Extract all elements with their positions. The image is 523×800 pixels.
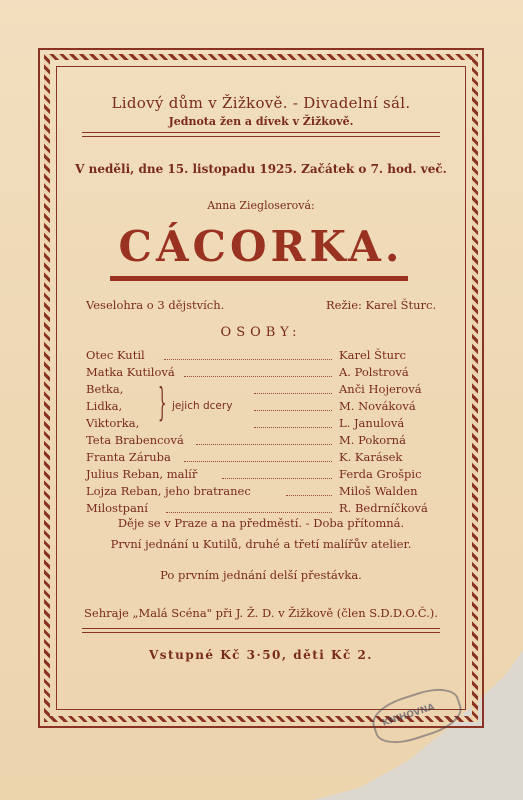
genre-line: Veselohra o 3 dějstvích. <box>86 298 225 312</box>
cast-row <box>86 382 436 399</box>
cast-actor: L. Janulová <box>339 416 405 430</box>
venue-line: Lidový dům v Žižkově. - Divadelní sál. <box>111 94 411 112</box>
cast-role: Betka, <box>86 382 124 396</box>
date-line: V neděli, dne 15. listopadu 1925. Začátek o 7. hod. več. <box>75 162 447 176</box>
leader-dots <box>184 461 332 462</box>
director-line: Režie: Karel Šturc. <box>326 298 437 312</box>
cast-row <box>86 348 436 365</box>
cast-role: Viktorka, <box>86 416 140 430</box>
cast-row <box>86 467 436 484</box>
cast-role: Franta Záruba <box>86 450 171 464</box>
cast-row <box>86 484 436 501</box>
cast-actor: A. Polstrová <box>339 365 409 379</box>
performers-line: Sehraje „Malá Scéna" při J. Ž. D. v Žižkově (člen S.D.D.O.Č.). <box>84 606 438 620</box>
daughters-brace: } <box>158 380 167 424</box>
leader-dots <box>184 376 332 377</box>
cast-row <box>86 416 436 433</box>
cast-role: Milostpaní <box>86 501 148 515</box>
leader-dots <box>254 410 332 411</box>
title-underline <box>110 276 408 281</box>
cast-actor: M. Nováková <box>339 399 416 413</box>
cast-heading: OSOBY: <box>220 325 302 340</box>
cast-role: Julius Reban, malíř <box>86 467 198 481</box>
header-rule-top <box>82 132 440 133</box>
cast-actor: Anči Hojerová <box>339 382 422 396</box>
cast-actor: Ferda Grošpic <box>339 467 422 481</box>
intermission-note: Po prvním jednání delší přestávka. <box>160 568 362 582</box>
author-line: Anna Ziegloserová: <box>207 199 315 212</box>
cast-actor: R. Bedrníčková <box>339 501 428 515</box>
leader-dots <box>164 359 332 360</box>
leader-dots <box>196 444 332 445</box>
cast-actor: M. Pokorná <box>339 433 406 447</box>
footer-rule-bottom <box>82 632 440 633</box>
cast-row <box>86 399 436 416</box>
organizer-line: Jednota žen a dívek v Žižkově. <box>168 115 354 128</box>
leader-dots <box>166 512 332 513</box>
header-rule-bottom <box>82 136 440 137</box>
cast-row <box>86 450 436 467</box>
admission-line: Vstupné Kč 3·50, děti Kč 2. <box>148 648 373 662</box>
cast-row <box>86 365 436 382</box>
leader-dots <box>222 478 332 479</box>
leader-dots <box>254 427 332 428</box>
cast-role: Matka Kutilová <box>86 365 175 379</box>
cast-role: Lidka, <box>86 399 123 413</box>
cast-row <box>86 433 436 450</box>
cast-role: Teta Brabencová <box>86 433 184 447</box>
acts-note: První jednání u Kutilů, druhé a třetí malířův atelier. <box>110 537 412 551</box>
setting-line: Děje se v Praze a na předměstí. - Doba přítomná. <box>117 516 405 530</box>
cast-role: Lojza Reban, jeho bratranec <box>86 484 251 498</box>
footer-rule-top <box>82 628 440 629</box>
daughters-note: jejich dcery <box>172 400 233 412</box>
leader-dots <box>254 393 332 394</box>
cast-actor: K. Karásek <box>339 450 403 464</box>
cast-actor: Miloš Walden <box>339 484 418 498</box>
play-title: CÁCORKA. <box>118 222 404 271</box>
cast-role: Otec Kutil <box>86 348 145 362</box>
leader-dots <box>286 495 332 496</box>
stamp-text: KNIHOVNA <box>381 702 436 729</box>
cast-actor: Karel Šturc <box>339 348 406 362</box>
